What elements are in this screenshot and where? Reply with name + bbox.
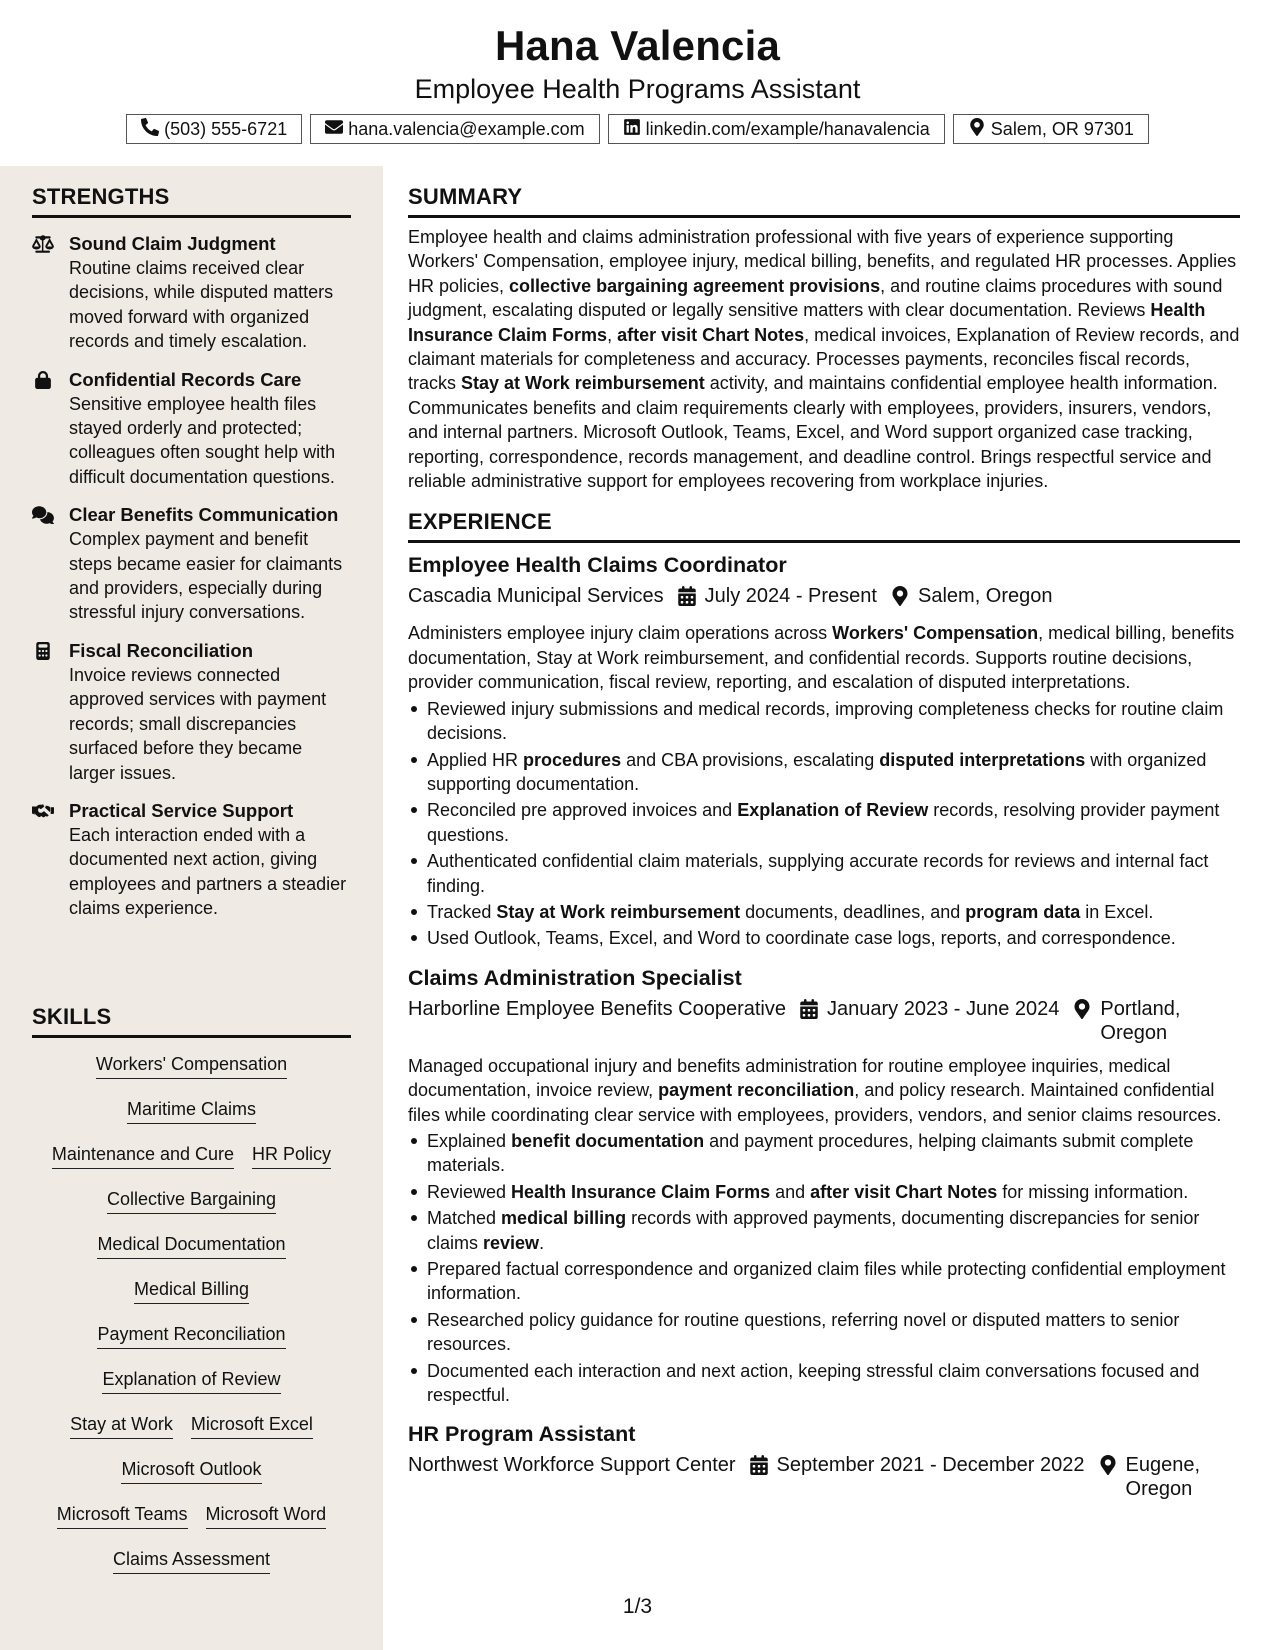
skill-tag: Microsoft Excel (191, 1412, 313, 1439)
map-pin-icon (1085, 1453, 1126, 1481)
map-pin-icon (877, 584, 918, 612)
phone-text: (503) 555-6721 (164, 118, 288, 139)
skill-tag: Workers' Compensation (96, 1052, 287, 1079)
strength-item (32, 232, 351, 354)
lock-icon (32, 368, 69, 490)
skill-tag: Medical Billing (134, 1277, 249, 1304)
job-bullet: Documented each interaction and next action, keeping stressful claim conversations focused and respectful. (408, 1359, 1240, 1408)
job-bullets (408, 697, 1240, 951)
location-text: Salem, OR 97301 (990, 118, 1134, 139)
map-pin-icon (968, 118, 986, 141)
job-description: Administers employee injury claim operations across Workers' Compensation, medical billing, benefits documentation, Stay at Work reimbursement, and confidential records. Supports routine decisions, provider communication, fiscal review, reporting, and escalation of disputed interpretations. (408, 623, 1235, 693)
strength-desc: Invoice reviews connected approved services with payment records; small discrepancies surfaced before they became larger issues. (69, 664, 327, 783)
strength-title: Clear Benefits Communication (69, 504, 339, 526)
job-location: Portland, Oregon (1100, 997, 1181, 1044)
job-bullet: Explained benefit documentation and payment procedures, helping claimants submit complete materials. (408, 1129, 1240, 1178)
strength-title: Fiscal Reconciliation (69, 639, 254, 661)
calculator-icon (32, 639, 69, 785)
skill-tag: Maintenance and Cure (52, 1142, 234, 1169)
job-bullets (408, 1129, 1240, 1407)
job-location: Eugene, Oregon (1125, 1454, 1201, 1501)
skill-tag: HR Policy (252, 1142, 331, 1169)
strength-desc: Each interaction ended with a documented next action, giving employees and partners a steadier claims experience. (69, 824, 347, 919)
company-name: Cascadia Municipal Services (408, 585, 664, 608)
skills-section (32, 1004, 351, 1592)
contact-location[interactable] (953, 114, 1149, 144)
job-bullet: Reviewed injury submissions and medical records, improving completeness checks for routine claim decisions. (408, 697, 1240, 746)
job-bullet: Reconciled pre approved invoices and Explanation of Review records, resolving provider payment questions. (408, 798, 1240, 847)
linkedin-text: linkedin.com/example/hanavalencia (645, 118, 930, 139)
job-bullet: Applied HR procedures and CBA provisions, escalating disputed interpretations with organized supporting documentation. (408, 748, 1240, 797)
skill-tag: Medical Documentation (97, 1232, 285, 1259)
job-bullet: Reviewed Health Insurance Claim Forms and after visit Chart Notes for missing information. (408, 1180, 1240, 1204)
skill-tag: Payment Reconciliation (97, 1322, 285, 1349)
sidebar (0, 166, 383, 1650)
contact-email[interactable] (310, 114, 599, 144)
contact-linkedin[interactable] (608, 114, 945, 144)
summary-heading: SUMMARY (408, 184, 1240, 218)
job-bullet: Authenticated confidential claim materials, supplying accurate records for reviews and internal fact finding. (408, 849, 1240, 898)
strength-item (32, 639, 351, 785)
job-bullet: Tracked Stay at Work reimbursement documents, deadlines, and program data in Excel. (408, 900, 1240, 924)
email-text: hana.valencia@example.com (348, 118, 585, 139)
job-bullet: Researched policy guidance for routine questions, referring novel or disputed matters to senior resources. (408, 1308, 1240, 1357)
job-title: Claims Administration Specialist (408, 965, 742, 990)
job-entry (408, 550, 1240, 950)
map-pin-icon (1059, 997, 1100, 1025)
page-number: 1/3 (622, 1595, 653, 1618)
skill-tag: Stay at Work (70, 1412, 173, 1439)
strength-item (32, 799, 351, 921)
job-meta (408, 997, 1240, 1045)
job-dates: September 2021 - December 2022 (776, 1454, 1085, 1477)
calendar-icon (664, 584, 705, 612)
job-title: HR Program Assistant (408, 1422, 636, 1447)
strength-title: Confidential Records Care (69, 368, 302, 390)
job-location: Salem, Oregon (918, 585, 1053, 608)
main-content (408, 166, 1240, 1501)
job-meta (408, 1453, 1240, 1501)
skill-tag: Maritime Claims (127, 1097, 256, 1124)
linkedin-icon (623, 118, 641, 141)
strengths-section (32, 184, 351, 921)
job-bullet: Matched medical billing records with approved payments, documenting discrepancies for senior claims review. (408, 1206, 1240, 1255)
job-description: Managed occupational injury and benefits administration for routine employee inquiries, medical documentation, invoice review, payment reconciliation, and policy research. Maintained confidential files while coordinating clear service with employees, providers, vendors, and senior claims resources. (408, 1055, 1222, 1125)
candidate-title: Employee Health Programs Assistant (414, 74, 861, 104)
job-dates: January 2023 - June 2024 (826, 997, 1060, 1020)
skill-tag: Microsoft Word (206, 1502, 327, 1529)
envelope-icon (325, 118, 343, 141)
comments-icon (32, 503, 69, 625)
resume-header (0, 0, 1275, 166)
company-name: Northwest Workforce Support Center (408, 1454, 736, 1477)
job-entry (408, 963, 1240, 1408)
skills-heading: SKILLS (32, 1004, 351, 1038)
experience-heading: EXPERIENCE (408, 509, 1240, 543)
scale-icon (32, 232, 69, 354)
calendar-icon (736, 1453, 777, 1481)
contact-bar (0, 114, 1275, 144)
job-bullet: Prepared factual correspondence and organized claim files while protecting confidential employment information. (408, 1257, 1240, 1306)
job-dates: July 2024 - Present (704, 585, 877, 608)
phone-icon (141, 118, 159, 141)
job-title: Employee Health Claims Coordinator (408, 553, 787, 578)
job-meta (408, 584, 1240, 612)
skill-tag: Explanation of Review (102, 1367, 280, 1394)
skill-tag: Microsoft Outlook (121, 1457, 261, 1484)
strengths-heading: STRENGTHS (32, 184, 351, 218)
skill-tag: Microsoft Teams (57, 1502, 188, 1529)
job-entry (408, 1419, 1240, 1501)
job-list (408, 550, 1240, 1501)
calendar-icon (786, 997, 827, 1025)
strength-title: Practical Service Support (69, 799, 294, 821)
strength-title: Sound Claim Judgment (69, 233, 276, 254)
handshake-icon (32, 799, 69, 921)
strength-item (32, 503, 351, 625)
summary-section (408, 184, 1240, 493)
strength-desc: Sensitive employee health files stayed orderly and protected; colleagues often sought help with difficult documentation questions. (69, 393, 336, 487)
contact-phone[interactable] (126, 114, 302, 144)
company-name: Harborline Employee Benefits Cooperative (408, 997, 786, 1020)
strength-desc: Routine claims received clear decisions, while disputed matters moved forward with organized records and timely escalation. (69, 258, 334, 352)
job-bullet: Used Outlook, Teams, Excel, and Word to coordinate case logs, reports, and correspondence. (408, 926, 1240, 950)
strength-item (32, 368, 351, 490)
summary-text: Employee health and claims administration professional with five years of experience supporting Workers' Compensation, employee injury, medical billing, benefits, and regulated HR processes. Applies HR policies, collective bargaining agreement provisions, and routine claims procedures with sound judgment, escalating disputed or legally sensitive matters with clear documentation. Reviews Health Insurance Claim Forms, after visit Chart Notes, medical invoices, Explanation of Review records, and claimant materials for completeness and accuracy. Processes payments, reconciles fiscal records, tracks Stay at Work reimbursement activity, and maintains confidential employee health information. Communicates benefits and claim requirements clearly with employees, providers, insurers, vendors, and internal partners. Microsoft Outlook, Teams, Excel, and Word support organized case tracking, reporting, correspondence, records management, and deadline control. Brings respectful service and reliable administrative support for employees recovering from workplace injuries. (408, 227, 1240, 492)
candidate-name: Hana Valencia (494, 22, 781, 69)
skill-tag: Claims Assessment (113, 1547, 270, 1574)
skill-tag: Collective Bargaining (107, 1187, 276, 1214)
strength-desc: Complex payment and benefit steps became easier for claimants and providers, especially during stressful injury conversations. (69, 529, 343, 623)
experience-section (408, 509, 1240, 1501)
